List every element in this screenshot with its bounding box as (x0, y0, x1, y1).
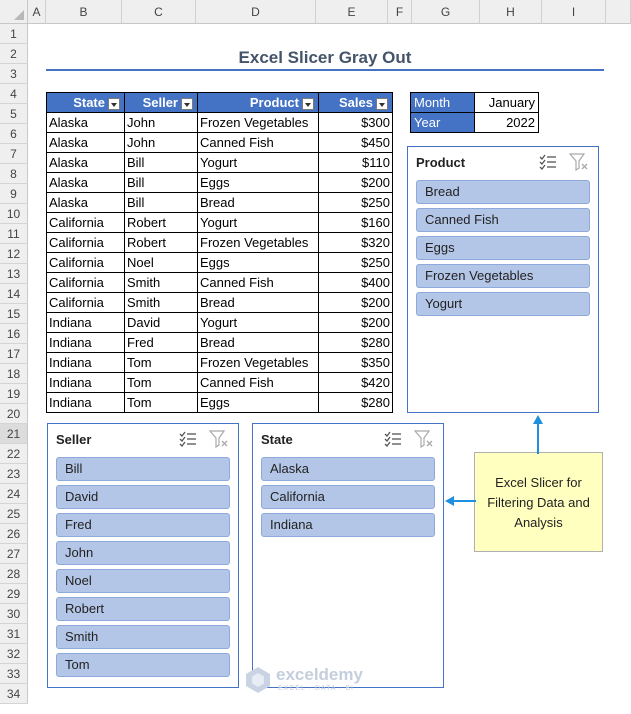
table-cell[interactable]: $160 (319, 213, 393, 233)
row-header[interactable]: 1 (0, 24, 28, 44)
row-header[interactable]: 3 (0, 64, 28, 84)
table-row (47, 153, 393, 173)
table-cell[interactable]: $250 (319, 193, 393, 213)
table-cell[interactable]: $420 (319, 373, 393, 393)
table-cell[interactable]: California (47, 253, 125, 273)
clear-filter-icon[interactable] (209, 430, 229, 448)
column-header-d[interactable]: D (196, 0, 316, 24)
table-cell[interactable]: Frozen Vegetables (198, 233, 319, 253)
header-seller[interactable] (125, 93, 198, 113)
table-row (47, 133, 393, 153)
row-header[interactable]: 11 (0, 224, 28, 244)
table-cell[interactable]: Indiana (47, 393, 125, 413)
slicer-item-david[interactable]: David (56, 485, 230, 509)
table-row (47, 193, 393, 213)
row-header[interactable]: 32 (0, 644, 28, 664)
table-cell[interactable]: Noel (125, 253, 198, 273)
header-label: Seller (142, 95, 178, 110)
row-header[interactable]: 12 (0, 244, 28, 264)
slicer-item-fred[interactable]: Fred (56, 513, 230, 537)
slicer-item-california[interactable]: California (261, 485, 435, 509)
table-cell[interactable]: Eggs (198, 173, 319, 193)
slicer-item-bread[interactable]: Bread (416, 180, 590, 204)
row-header[interactable]: 13 (0, 264, 28, 284)
callout-line: Excel Slicer for (495, 475, 582, 490)
table-cell[interactable]: $200 (319, 313, 393, 333)
row-header[interactable]: 9 (0, 184, 28, 204)
filter-dropdown-icon[interactable] (181, 98, 193, 110)
table-cell[interactable]: California (47, 293, 125, 313)
slicer-title: Seller (56, 432, 92, 447)
table-cell[interactable]: $320 (319, 233, 393, 253)
callout-line: Analysis (514, 515, 563, 530)
slicer-item-noel[interactable]: Noel (56, 569, 230, 593)
column-header-i[interactable]: I (542, 0, 606, 24)
slicer-item-frozen-vegetables[interactable]: Frozen Vegetables (416, 264, 590, 288)
header-sales[interactable] (319, 93, 393, 113)
table-row (47, 113, 393, 133)
table-cell[interactable]: California (47, 273, 125, 293)
column-header-c[interactable]: C (122, 0, 196, 24)
row-header[interactable]: 30 (0, 604, 28, 624)
row-header[interactable]: 18 (0, 364, 28, 384)
exceldemy-watermark (244, 664, 394, 696)
state-slicer[interactable] (252, 423, 444, 688)
table-cell[interactable]: Tom (125, 373, 198, 393)
slicer-item-indiana[interactable]: Indiana (261, 513, 435, 537)
watermark-tagline: EXCEL · DATA · BI (278, 685, 354, 692)
table-cell[interactable]: California (47, 233, 125, 253)
column-header-filler (606, 0, 631, 24)
filter-dropdown-icon[interactable] (108, 98, 120, 110)
row-header[interactable]: 10 (0, 204, 28, 224)
table-cell[interactable]: Bread (198, 293, 319, 313)
title-underline (46, 69, 604, 71)
date-info-table[interactable] (410, 92, 539, 133)
row-header[interactable]: 23 (0, 464, 28, 484)
row-header[interactable]: 28 (0, 564, 28, 584)
table-cell[interactable]: $350 (319, 353, 393, 373)
callout-box (474, 452, 603, 552)
slicer-item-yogurt[interactable]: Yogurt (416, 292, 590, 316)
table-cell[interactable]: Indiana (47, 353, 125, 373)
table-cell[interactable]: Bread (198, 333, 319, 353)
table-cell[interactable]: $110 (319, 153, 393, 173)
table-cell[interactable]: Tom (125, 393, 198, 413)
row-header[interactable]: 22 (0, 444, 28, 464)
table-cell[interactable]: Eggs (198, 253, 319, 273)
row-header[interactable]: 33 (0, 664, 28, 684)
row-header[interactable]: 31 (0, 624, 28, 644)
multi-select-icon[interactable] (384, 431, 402, 447)
column-header-a[interactable]: A (28, 0, 46, 24)
row-header[interactable]: 24 (0, 484, 28, 504)
row-header[interactable]: 17 (0, 344, 28, 364)
table-cell[interactable]: Alaska (47, 193, 125, 213)
column-header-h[interactable]: H (480, 0, 542, 24)
table-cell[interactable]: Indiana (47, 373, 125, 393)
table-cell[interactable]: Canned Fish (198, 373, 319, 393)
row-header[interactable]: 4 (0, 84, 28, 104)
row-header[interactable]: 8 (0, 164, 28, 184)
table-cell[interactable]: Indiana (47, 333, 125, 353)
filter-dropdown-icon[interactable] (376, 98, 388, 110)
row-header[interactable]: 25 (0, 504, 28, 524)
row-header[interactable]: 27 (0, 544, 28, 564)
column-header-g[interactable]: G (412, 0, 480, 24)
table-cell[interactable]: Alaska (47, 153, 125, 173)
table-cell[interactable]: Alaska (47, 113, 125, 133)
table-cell[interactable]: $450 (319, 133, 393, 153)
table-row (47, 233, 393, 253)
row-header[interactable]: 2 (0, 44, 28, 64)
slicer-item-smith[interactable]: Smith (56, 625, 230, 649)
slicer-item-canned-fish[interactable]: Canned Fish (416, 208, 590, 232)
row-header[interactable]: 15 (0, 304, 28, 324)
row-header[interactable]: 6 (0, 124, 28, 144)
table-cell[interactable]: Yogurt (198, 213, 319, 233)
callout-line: Filtering Data and (487, 495, 590, 510)
table-cell[interactable]: Canned Fish (198, 273, 319, 293)
year-value[interactable]: 2022 (475, 113, 539, 133)
table-cell[interactable]: Fred (125, 333, 198, 353)
table-cell[interactable]: John (125, 133, 198, 153)
arrow-up-icon (530, 414, 546, 454)
table-cell[interactable]: Canned Fish (198, 133, 319, 153)
sales-table[interactable] (46, 92, 393, 413)
table-row (47, 393, 393, 413)
table-cell[interactable]: Alaska (47, 173, 125, 193)
arrow-left-icon (444, 493, 476, 509)
table-row (47, 173, 393, 193)
watermark-name: exceldemy (276, 665, 363, 684)
table-cell[interactable]: Indiana (47, 313, 125, 333)
multi-select-icon[interactable] (539, 154, 557, 170)
table-row (47, 373, 393, 393)
table-cell[interactable]: Frozen Vegetables (198, 353, 319, 373)
row-header[interactable]: 14 (0, 284, 28, 304)
clear-filter-icon[interactable] (414, 430, 434, 448)
table-row (47, 313, 393, 333)
table-cell[interactable]: $200 (319, 293, 393, 313)
clear-filter-icon[interactable] (569, 153, 589, 171)
column-header-f[interactable]: F (388, 0, 412, 24)
slicer-title: State (261, 432, 293, 447)
table-row (47, 353, 393, 373)
row-header[interactable]: 34 (0, 684, 28, 704)
table-cell[interactable]: $280 (319, 393, 393, 413)
table-cell[interactable]: Yogurt (198, 313, 319, 333)
info-row-year (411, 113, 539, 133)
header-label: State (73, 95, 105, 110)
exceldemy-logo-icon (244, 666, 272, 694)
table-cell[interactable]: Bill (125, 173, 198, 193)
column-header-e[interactable]: E (316, 0, 388, 24)
slicer-item-tom[interactable]: Tom (56, 653, 230, 677)
slicer-item-alaska[interactable]: Alaska (261, 457, 435, 481)
table-row (47, 333, 393, 353)
header-label: Sales (339, 95, 373, 110)
table-header-row (47, 93, 393, 113)
slicer-title: Product (416, 155, 466, 170)
table-cell[interactable]: $300 (319, 113, 393, 133)
table-cell[interactable]: Smith (125, 273, 198, 293)
table-cell[interactable]: Eggs (198, 393, 319, 413)
month-label[interactable]: Month (411, 93, 475, 113)
table-cell[interactable]: Tom (125, 353, 198, 373)
table-cell[interactable]: Bread (198, 193, 319, 213)
select-all-corner[interactable] (0, 0, 28, 24)
row-header[interactable]: 26 (0, 524, 28, 544)
table-row (47, 273, 393, 293)
table-cell[interactable]: $400 (319, 273, 393, 293)
product-slicer[interactable] (407, 146, 599, 413)
header-label: Product (249, 95, 299, 110)
header-state[interactable] (47, 93, 125, 113)
table-row (47, 253, 393, 273)
slicer-item-robert[interactable]: Robert (56, 597, 230, 621)
table-cell[interactable]: Robert (125, 213, 198, 233)
row-header[interactable]: 29 (0, 584, 28, 604)
row-header[interactable]: 7 (0, 144, 28, 164)
table-cell[interactable]: David (125, 313, 198, 333)
table-cell[interactable]: $200 (319, 173, 393, 193)
table-cell[interactable]: Robert (125, 233, 198, 253)
info-row-month (411, 93, 539, 113)
header-product[interactable] (198, 93, 319, 113)
table-cell[interactable]: Bill (125, 153, 198, 173)
table-cell[interactable]: Frozen Vegetables (198, 113, 319, 133)
slicer-item-john[interactable]: John (56, 541, 230, 565)
table-cell[interactable]: $280 (319, 333, 393, 353)
table-cell[interactable]: California (47, 213, 125, 233)
slicer-item-eggs[interactable]: Eggs (416, 236, 590, 260)
table-cell[interactable]: $250 (319, 253, 393, 273)
slicer-item-bill[interactable]: Bill (56, 457, 230, 481)
table-cell[interactable]: Yogurt (198, 153, 319, 173)
row-header[interactable]: 5 (0, 104, 28, 124)
month-value[interactable]: January (475, 93, 539, 113)
row-header[interactable]: 16 (0, 324, 28, 344)
column-header-b[interactable]: B (46, 0, 122, 24)
table-cell[interactable]: Smith (125, 293, 198, 313)
row-header[interactable]: 19 (0, 384, 28, 404)
sheet-title: Excel Slicer Gray Out (238, 48, 412, 67)
multi-select-icon[interactable] (179, 431, 197, 447)
row-header[interactable]: 21 (0, 424, 28, 444)
table-cell[interactable]: Bill (125, 193, 198, 213)
table-row (47, 213, 393, 233)
filter-dropdown-icon[interactable] (302, 98, 314, 110)
seller-slicer[interactable] (47, 423, 239, 688)
table-row (47, 293, 393, 313)
table-cell[interactable]: John (125, 113, 198, 133)
year-label[interactable]: Year (411, 113, 475, 133)
row-header[interactable]: 20 (0, 404, 28, 424)
table-cell[interactable]: Alaska (47, 133, 125, 153)
